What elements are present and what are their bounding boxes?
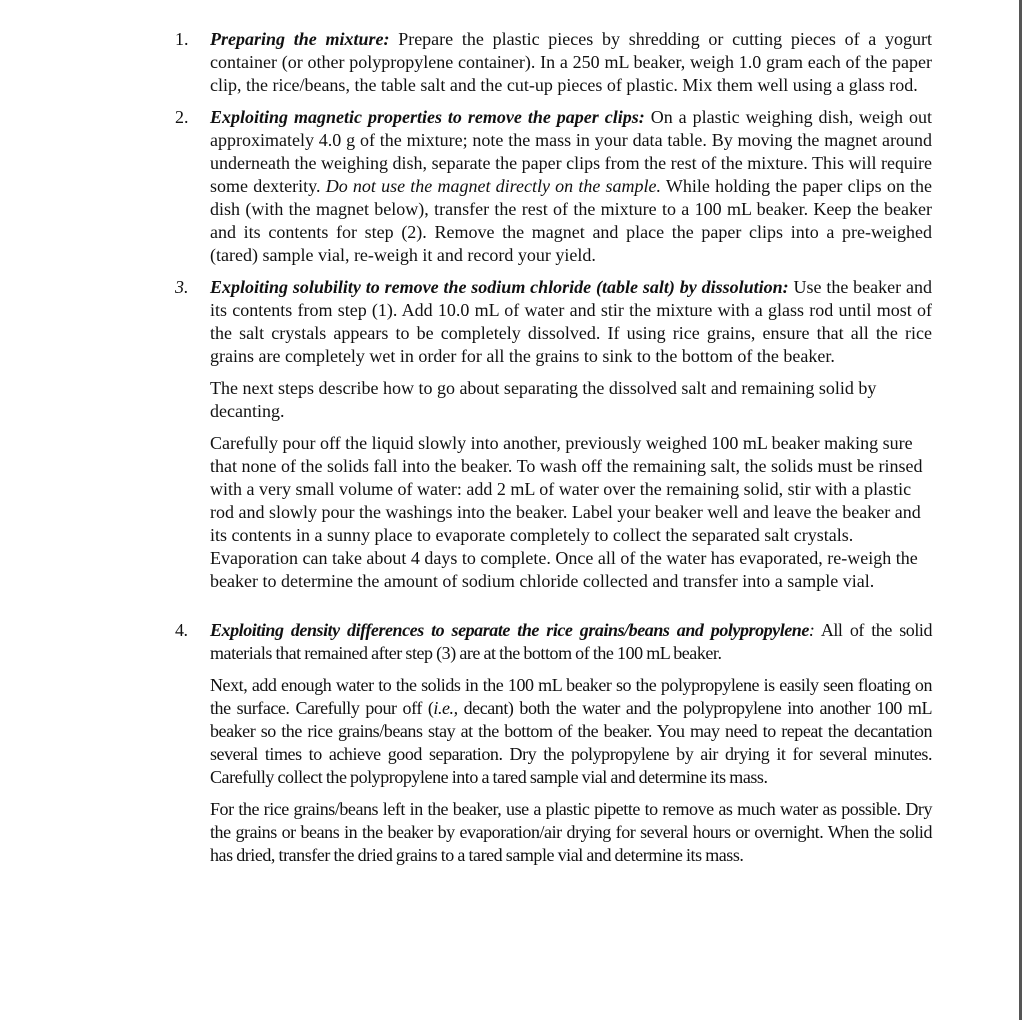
step-text: Use the beaker and its contents from step (1). Add 10.0 mL of water and stir the mixture with a glass rod until most of the salt crystals appears to be completely dissolved. If using rice grains, ensure that all the rice grains are completely wet in order for all the grains to sink to the bottom of the beaker. [210, 277, 932, 366]
step-paragraph [210, 106, 932, 267]
step-paragraph [210, 276, 932, 368]
step-warning: Do not use the magnet directly on the sample. [325, 176, 662, 196]
step-text: All of the solid materials that remained after step (3) are at the bottom of the 100 mL beaker. [210, 620, 933, 663]
step-text: decant) both the water and the polypropylene into another 100 mL beaker so the rice grains/beans stay at the bottom of the beaker. You may need to repeat the decantation several times to achieve good separation. Dry the polypropylene by air drying it for several minutes. Carefully collect the polypropylene into a tared sample vial and determine its mass. [210, 698, 932, 787]
step-3 [175, 276, 932, 593]
page-edge-border [1019, 0, 1022, 1020]
step-1 [175, 28, 932, 97]
step-2 [175, 106, 932, 267]
step-number: 3. [175, 277, 189, 297]
procedure-list [175, 28, 932, 876]
step-4 [175, 619, 932, 867]
step-text: While holding the paper clips on the dish (with the magnet below), transfer the rest of the mixture to a 100 mL beaker. Keep the beaker and its contents for step (2). Remove the magnet and place the paper clips into a pre-weighed (tared) sample vial, re-weigh it and record your yield. [210, 176, 933, 265]
step-paragraph [210, 674, 932, 789]
step-paragraph [210, 28, 932, 97]
step-number: 4. [175, 620, 188, 640]
step-paragraph: Carefully pour off the liquid slowly into another, previously weighed 100 mL beaker making sure that none of the solids fall into the beaker. To wash off the remaining salt, the solids must be rinsed with a very small volume of water: add 2 mL of water over the remaining solid, stir with a plastic rod and slowly pour the washings into the beaker. Label your beaker well and leave the beaker and its contents in a sunny place to evaporate completely to collect the separated salt crystals. Evaporation can take about 4 days to complete. Once all of the water has evaporated, re-weigh the beaker to determine the amount of sodium chloride collected and transfer into a sample vial. [210, 433, 923, 591]
step-heading: Preparing the mixture: [210, 29, 390, 49]
step-abbrev: i.e., [433, 698, 458, 718]
step-number: 2. [175, 107, 189, 127]
step-heading: Exploiting solubility to remove the sodium chloride (table salt) by dissolution: [210, 277, 789, 297]
step-text: On a plastic weighing dish, weigh out approximately 4.0 g of the mixture; note the mass in your data table. By moving the magnet around underneath the weighing dish, separate the paper clips from the rest of the mixture. This will require some dexterity. [210, 107, 932, 196]
step-paragraph: For the rice grains/beans left in the beaker, use a plastic pipette to remove as much water as possible. Dry the grains or beans in the beaker by evaporation/air drying for several hours or overnight. When the solid has dried, transfer the dried grains to a tared sample vial and determine its mass. [210, 799, 932, 865]
step-text: Prepare the plastic pieces by shredding or cutting pieces of a yogurt container (or other polypropylene container). In a 250 mL beaker, weigh 1.0 gram each of the paper clip, the rice/beans, the table salt and the cut-up pieces of plastic. Mix them well using a glass rod. [210, 29, 932, 95]
step-number: 1. [175, 29, 189, 49]
step-heading: Exploiting magnetic properties to remove the paper clips: [210, 107, 645, 127]
step-heading: Exploiting density differences to separate the rice grains/beans and polypropylene [210, 620, 809, 640]
step-text: Next, add enough water to the solids in the 100 mL beaker so the polypropylene is easily seen floating on the surface. Carefully pour off ( [210, 675, 932, 718]
step-heading-colon: : [808, 620, 815, 640]
step-paragraph: The next steps describe how to go about separating the dissolved salt and remaining solid by decanting. [210, 378, 877, 421]
step-paragraph [210, 619, 932, 665]
